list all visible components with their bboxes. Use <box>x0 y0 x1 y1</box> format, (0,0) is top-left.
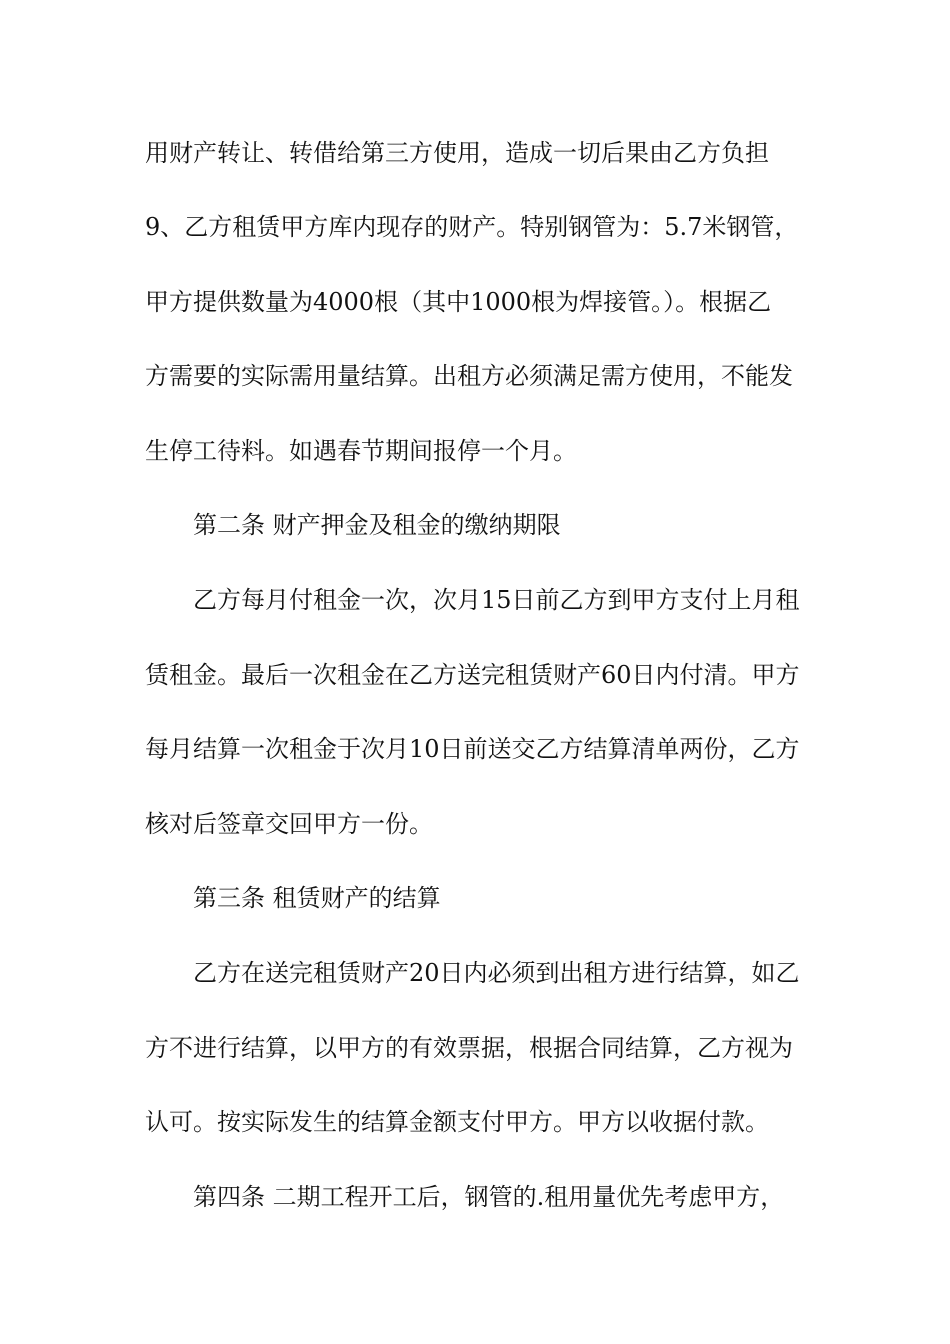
body-text-line: 方不进行结算，以甲方的有效票据，根据合同结算，乙方视为 <box>145 1034 793 1062</box>
body-text-line: 方需要的实际需用量结算。出租方必须满足需方使用，不能发 <box>145 362 793 390</box>
body-text-line: 核对后签章交回甲方一份。 <box>145 810 433 838</box>
body-text-line: 每月结算一次租金于次月10日前送交乙方结算清单两份，乙方 <box>145 735 800 763</box>
body-text-line: 甲方提供数量为4000根（其中1000根为焊接管。）。根据乙 <box>145 288 772 316</box>
body-text-line: 乙方每月付租金一次，次月15日前乙方到甲方支付上月租 <box>193 586 800 614</box>
body-text-line: 用财产转让、转借给第三方使用，造成一切后果由乙方负担 <box>145 139 769 167</box>
body-text-line: 生停工待料。如遇春节期间报停一个月。 <box>145 437 577 465</box>
body-text-line: 赁租金。最后一次租金在乙方送完租赁财产60日内付清。甲方 <box>145 661 800 689</box>
body-text-line: 9、乙方租赁甲方库内现存的财产。特别钢管为：5.7米钢管， <box>145 213 799 241</box>
body-text-line: 认可。按实际发生的结算金额支付甲方。甲方以收据付款。 <box>145 1108 769 1136</box>
section-heading-2: 第二条 财产押金及租金的缴纳期限 <box>193 511 561 539</box>
section-heading-3: 第三条 租赁财产的结算 <box>193 884 441 912</box>
body-text-line: 乙方在送完租赁财产20日内必须到出租方进行结算，如乙 <box>193 959 800 987</box>
section-heading-4: 第四条 二期工程开工后，钢管的.租用量优先考虑甲方， <box>193 1183 785 1211</box>
